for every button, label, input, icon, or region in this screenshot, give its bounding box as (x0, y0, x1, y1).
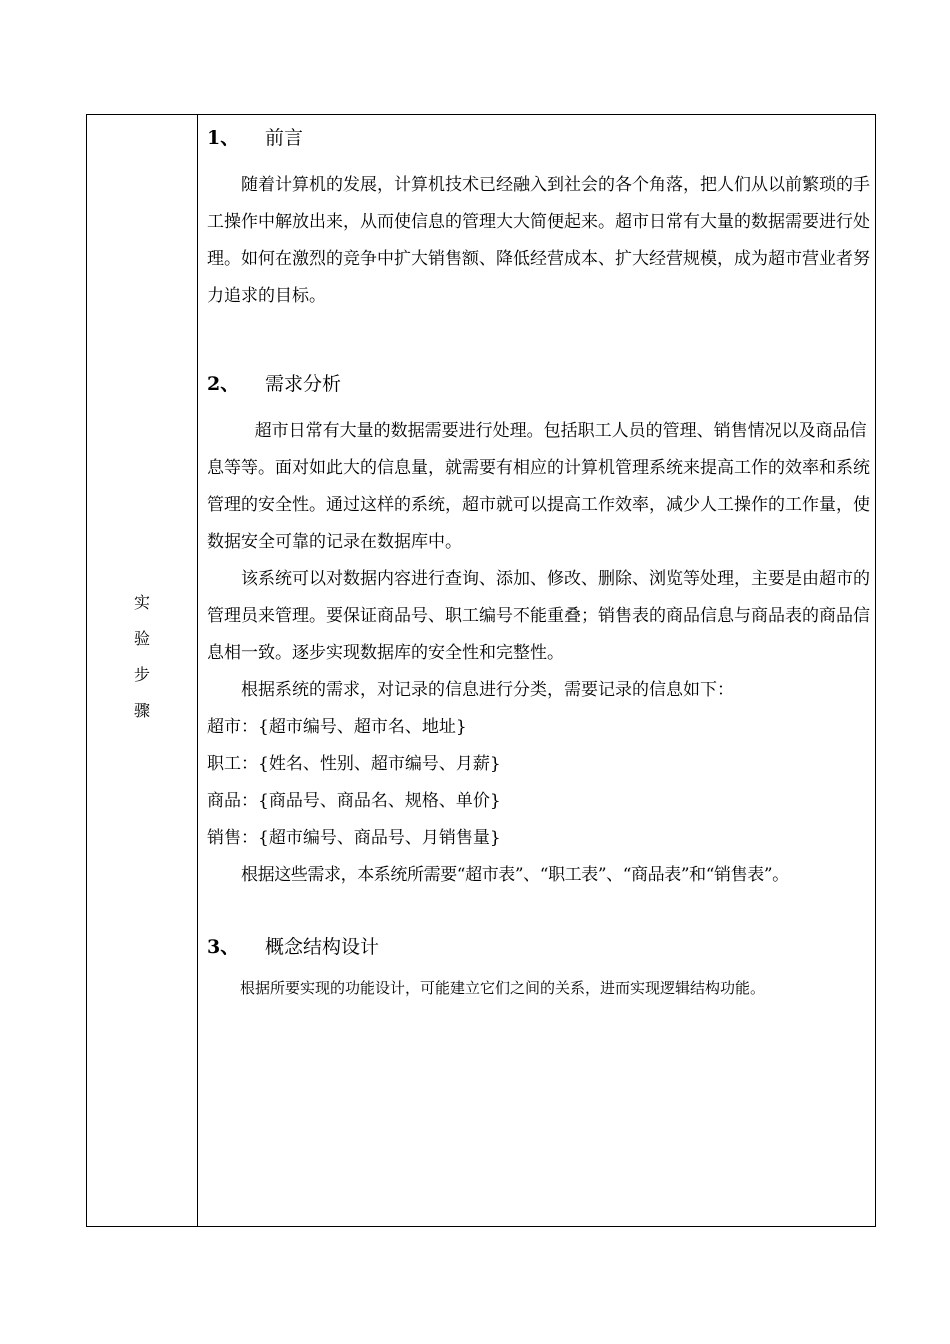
section-2-paragraph-2: 该系统可以对数据内容进行查询、添加、修改、删除、浏览等处理，主要是由超市的管理员来管理。要保证商品号、职工编号不能重叠；销售表的商品信息与商品表的商品信息相一致。逐步实现数据库的安全性和完整性。 (207, 569, 870, 663)
section-1-number: 1、 (207, 127, 240, 149)
section-2-heading (207, 367, 875, 401)
section-3-heading (207, 930, 875, 964)
entity-line-employee: 职工：{姓名、性别、超市编号、月薪} (207, 754, 501, 774)
section-3-paragraph: 根据所要实现的功能设计，可能建立它们之间的关系，进而实现逻辑结构功能。 (240, 979, 766, 997)
section-2-paragraph-1: 超市日常有大量的数据需要进行处理。包括职工人员的管理、销售情况以及商品信息等等。面对如此大的信息量，就需要有相应的计算机管理系统来提高工作的效率和系统管理的安全性。通过这样的系统，超市就可以提高工作效率，减少人工操作的工作量，使数据安全可靠的记录在数据库中。 (207, 421, 870, 552)
experiment-table (86, 114, 876, 1227)
section-1-paragraph: 随着计算机的发展，计算机技术已经融入到社会的各个角落，把人们从以前繁琐的手工操作中解放出来，从而使信息的管理大大简便起来。超市日常有大量的数据需要进行处理。如何在激烈的竞争中扩大销售额、降低经营成本、扩大经营规模，成为超市营业者努力追求的目标。 (207, 175, 870, 306)
section-2-title: 需求分析 (265, 373, 342, 395)
section-1-heading (207, 121, 875, 155)
side-label-experiment-steps (87, 585, 197, 729)
side-label-char: 骤 (133, 701, 150, 720)
entity-line-sales: 销售：{超市编号、商品号、月销售量} (207, 828, 501, 848)
column-divider (197, 115, 198, 1226)
content-cell (207, 121, 875, 1004)
entity-line-supermarket: 超市：{超市编号、超市名、地址} (207, 717, 467, 737)
section-2-paragraph-4: 根据这些需求，本系统所需要“超市表”、“职工表”、“商品表”和“销售表”。 (241, 865, 789, 885)
section-3-title: 概念结构设计 (265, 936, 380, 958)
side-label-char: 验 (133, 629, 150, 648)
section-2-number: 2、 (207, 373, 240, 395)
section-1-title: 前言 (265, 127, 304, 149)
entity-line-product: 商品：{商品号、商品名、规格、单价} (207, 791, 501, 811)
side-label-char: 步 (133, 665, 150, 684)
section-3-number: 3、 (207, 936, 240, 958)
side-label-char: 实 (133, 593, 150, 612)
section-2-paragraph-3: 根据系统的需求，对记录的信息进行分类，需要记录的信息如下： (241, 680, 734, 700)
